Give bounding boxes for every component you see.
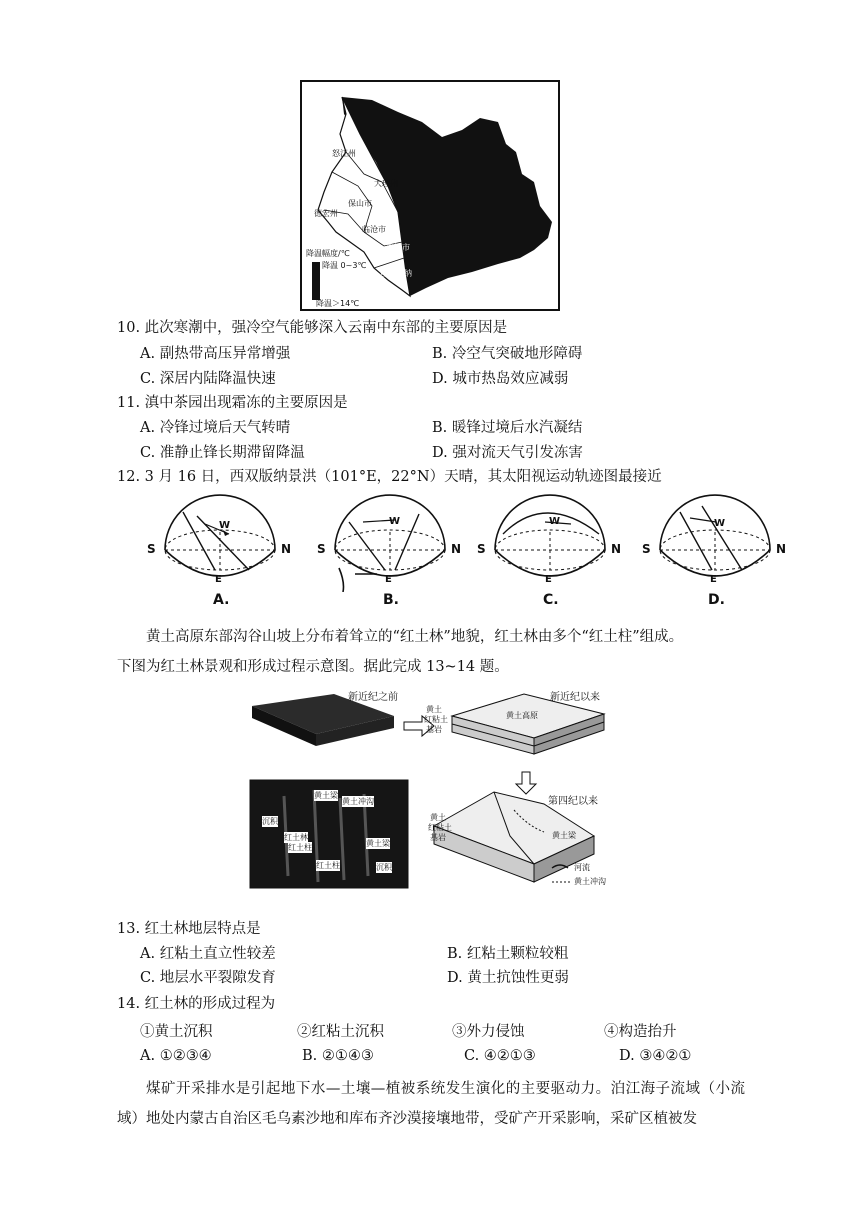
photo-label-3: 沉积	[262, 817, 278, 826]
q13-option-d[interactable]: D. 黄土抗蚀性更弱	[447, 970, 569, 986]
dir-e: E	[545, 574, 552, 585]
dir-w: W	[219, 520, 231, 531]
q10-option-d[interactable]: D. 城市热岛效应减弱	[432, 371, 569, 387]
q11-option-d[interactable]: D. 强对流天气引发冻害	[432, 445, 583, 461]
label-before-neogene: 新近纪之前	[348, 692, 398, 703]
q14-option-b[interactable]: B. ②①④③	[302, 1048, 374, 1064]
intro-line-1: 黄土高原东部沟谷山坡上分布着耸立的“红土林”地貌，红土林由多个“红土柱”组成。	[146, 629, 684, 645]
q11-option-c[interactable]: C. 准静止锋长期滞留降温	[140, 445, 305, 461]
q13-option-a[interactable]: A. 红粘土直立性较差	[140, 946, 276, 962]
legend-gully: 黄土冲沟	[574, 877, 606, 886]
map-label-dali: 大理州	[374, 179, 398, 188]
q10-option-c[interactable]: C. 深居内陆降温快速	[140, 371, 276, 387]
dir-w: W	[549, 516, 561, 527]
intro-line-2: 下图为红土林景观和形成过程示意图。据此完成 13~14 题。	[117, 659, 509, 675]
q14-stem: 14. 红土林的形成过程为	[117, 996, 276, 1012]
legend-high: 降温＞14℃	[316, 299, 360, 308]
option-label-a: A.	[213, 592, 230, 608]
q14-item-2: ②红粘土沉积	[297, 1024, 384, 1040]
strata-red-clay-2: 红粘土	[428, 823, 452, 832]
strata-red-clay: 红粘土	[424, 715, 448, 724]
q14-item-3: ③外力侵蚀	[452, 1024, 525, 1040]
dir-s: S	[317, 542, 326, 556]
q11-stem: 11. 滇中茶园出现霜冻的主要原因是	[117, 395, 348, 411]
legend-bar	[312, 262, 320, 300]
label-loess-plateau: 黄土高原	[506, 711, 538, 720]
map-label-lincang: 临沧市	[362, 225, 386, 234]
sun-path-diagram-c[interactable]	[475, 492, 625, 612]
strata-bedrock-2: 基岩	[430, 833, 446, 842]
q14-option-d[interactable]: D. ③④②①	[619, 1048, 692, 1064]
q10-option-b[interactable]: B. 冷空气突破地形障碍	[432, 346, 583, 362]
photo-label-4: 红土林	[284, 833, 308, 842]
q14-item-1: ①黄土沉积	[140, 1024, 213, 1040]
red-soil-forest-figure	[244, 686, 624, 892]
q14-option-a[interactable]: A. ①②③④	[140, 1048, 212, 1064]
q13-option-c[interactable]: C. 地层水平裂隙发育	[140, 970, 276, 986]
dir-n: N	[281, 542, 292, 556]
q12-stem: 12. 3 月 16 日，西双版纳景洪（101°E，22°N）天晴，其太阳视运动轨迹图最接近	[117, 469, 662, 485]
q14-item-4: ④构造抬升	[604, 1024, 677, 1040]
sun-path-diagram-d[interactable]	[640, 492, 790, 612]
map-label-xishuangbanna: 西双版纳	[380, 269, 412, 278]
option-label-c: C.	[543, 592, 559, 608]
label-loess-cap: 黄土梁	[552, 831, 576, 840]
dir-w: W	[389, 516, 401, 527]
sun-path-diagram-b[interactable]	[315, 492, 465, 612]
map-label-baoshan: 保山市	[348, 199, 372, 208]
photo-label-7: 黄土梁	[366, 839, 390, 848]
label-since-neogene: 新近纪以来	[550, 692, 600, 703]
dir-e: E	[385, 574, 392, 585]
outro-paragraph: 煤矿开采排水是引起地下水—土壤—植被系统发生演化的主要驱动力。泊江海子流域（小流域）地处内蒙古自治区毛乌素沙地和库布齐沙漠接壤地带，受矿产开采影响，采矿区植被发	[117, 1081, 745, 1127]
dir-n: N	[451, 542, 462, 556]
q10-stem: 10. 此次寒潮中，强冷空气能够深入云南中东部的主要原因是	[117, 320, 508, 336]
photo-label-2: 黄土冲沟	[342, 797, 374, 806]
dir-w: W	[714, 518, 726, 529]
map-label-nujiang: 怒江州	[332, 149, 356, 158]
photo-label-1: 黄土梁	[314, 791, 338, 800]
q11-option-a[interactable]: A. 冷锋过境后天气转晴	[140, 420, 291, 436]
option-label-d: D.	[708, 592, 725, 608]
strata-loess-2: 黄土	[430, 813, 446, 822]
q10-option-a[interactable]: A. 副热带高压异常增强	[140, 346, 291, 362]
label-quaternary: 第四纪以来	[548, 796, 598, 807]
dir-s: S	[642, 542, 651, 556]
photo-label-6: 红土柱	[316, 861, 340, 870]
legend-river: 河流	[574, 863, 590, 872]
map-svg	[302, 82, 558, 309]
map-label-puer: 普洱市	[386, 243, 410, 252]
strata-bedrock: 基岩	[426, 725, 442, 734]
q14-option-c[interactable]: C. ④②①③	[464, 1048, 536, 1064]
dir-e: E	[215, 574, 222, 585]
sun-path-diagram-a[interactable]	[145, 492, 295, 612]
photo-label-5: 红土柱	[288, 843, 312, 852]
dir-s: S	[477, 542, 486, 556]
option-label-b: B.	[383, 592, 399, 608]
intro-paragraph	[117, 622, 745, 682]
dir-n: N	[776, 542, 787, 556]
q11-option-b[interactable]: B. 暖锋过境后水汽凝结	[432, 420, 583, 436]
dir-n: N	[611, 542, 622, 556]
yunnan-cold-wave-map	[300, 80, 560, 311]
q13-stem: 13. 红土林地层特点是	[117, 921, 261, 937]
q13-option-b[interactable]: B. 红粘土颗粒较粗	[447, 946, 569, 962]
strata-loess: 黄土	[426, 705, 442, 714]
legend-low: 降温 0~3℃	[322, 261, 367, 270]
legend-title: 降温幅度/℃	[306, 249, 350, 258]
dir-e: E	[710, 574, 717, 585]
dir-s: S	[147, 542, 156, 556]
photo-label-8: 沉积	[376, 863, 392, 872]
map-label-dehong: 德宏州	[314, 209, 338, 218]
